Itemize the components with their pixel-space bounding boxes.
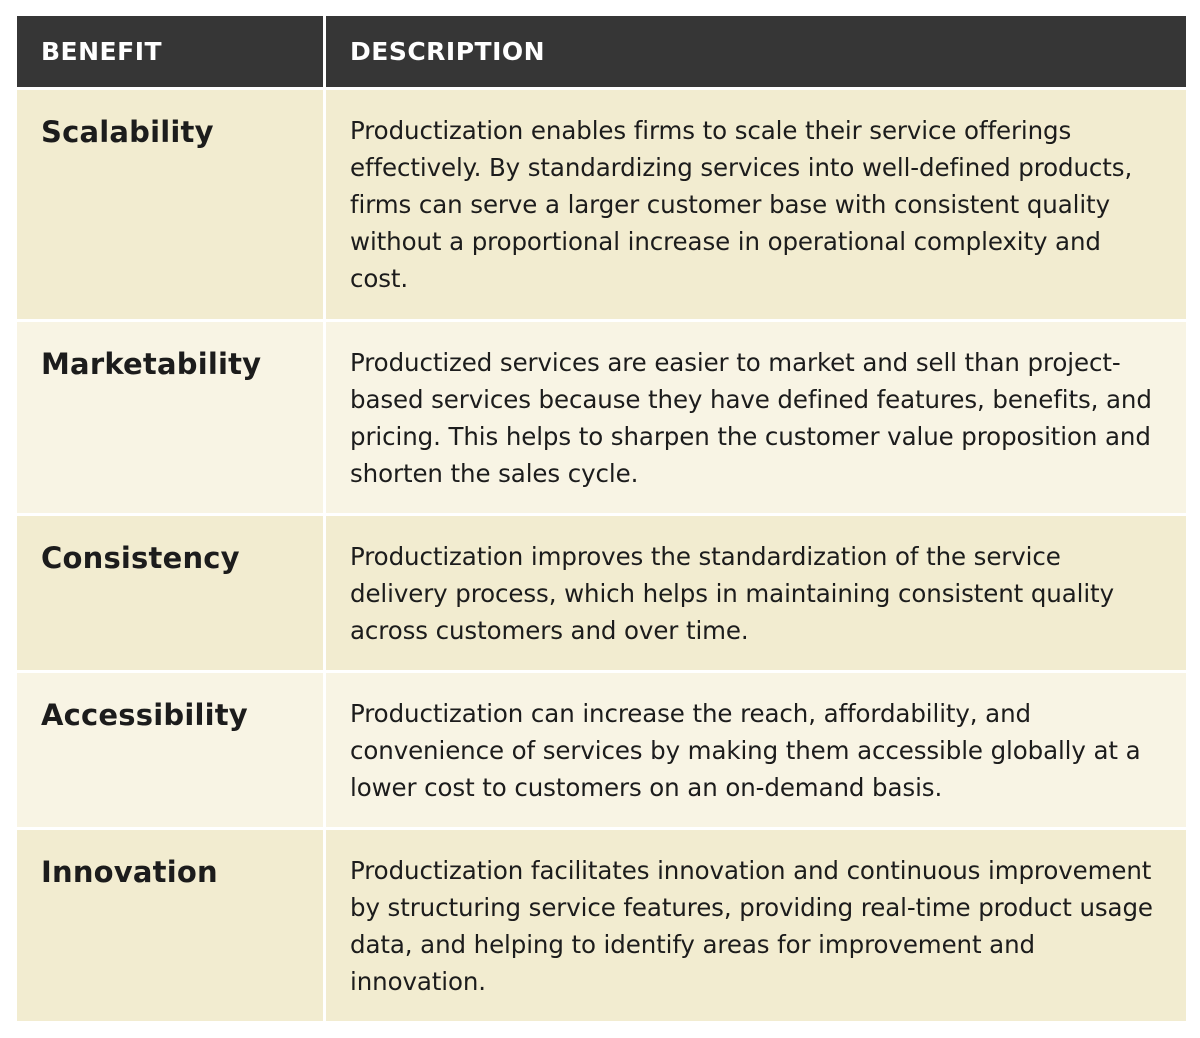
table-header-row xyxy=(17,16,1186,87)
table-row xyxy=(17,673,1186,827)
table-row xyxy=(17,90,1186,319)
description-cell: Productization facilitates innovation and continuous improvement by structuring service features, providing real-time product usage data, and helping to identify areas for improvement and innovation. xyxy=(323,830,1186,1021)
benefit-cell: Scalability xyxy=(41,115,214,149)
description-cell: Productization improves the standardization of the service delivery process, which helps in maintaining consistent quality across customers and over time. xyxy=(323,516,1186,670)
table-row xyxy=(17,516,1186,670)
description-cell: Productization can increase the reach, affordability, and convenience of services by making them accessible globally at a lower cost to customers on an on-demand basis. xyxy=(323,673,1186,827)
benefit-cell: Consistency xyxy=(41,541,240,575)
description-cell: Productized services are easier to market and sell than project-based services because they have defined features, benefits, and pricing. This helps to sharpen the customer value proposition and shorten the sales cycle. xyxy=(323,322,1186,513)
table-row xyxy=(17,830,1186,1021)
header-description: DESCRIPTION xyxy=(323,16,1186,87)
benefit-cell: Marketability xyxy=(41,347,262,381)
description-cell: Productization enables firms to scale their service offerings effectively. By standardizing services into well-defined products, firms can serve a larger customer base with consistent quality without a proportional increase in operational complexity and cost. xyxy=(323,90,1186,319)
header-benefit: BENEFIT xyxy=(41,37,163,66)
benefit-cell: Innovation xyxy=(41,855,218,889)
table-row xyxy=(17,322,1186,513)
benefits-table xyxy=(17,16,1186,1021)
benefit-cell: Accessibility xyxy=(41,698,248,732)
